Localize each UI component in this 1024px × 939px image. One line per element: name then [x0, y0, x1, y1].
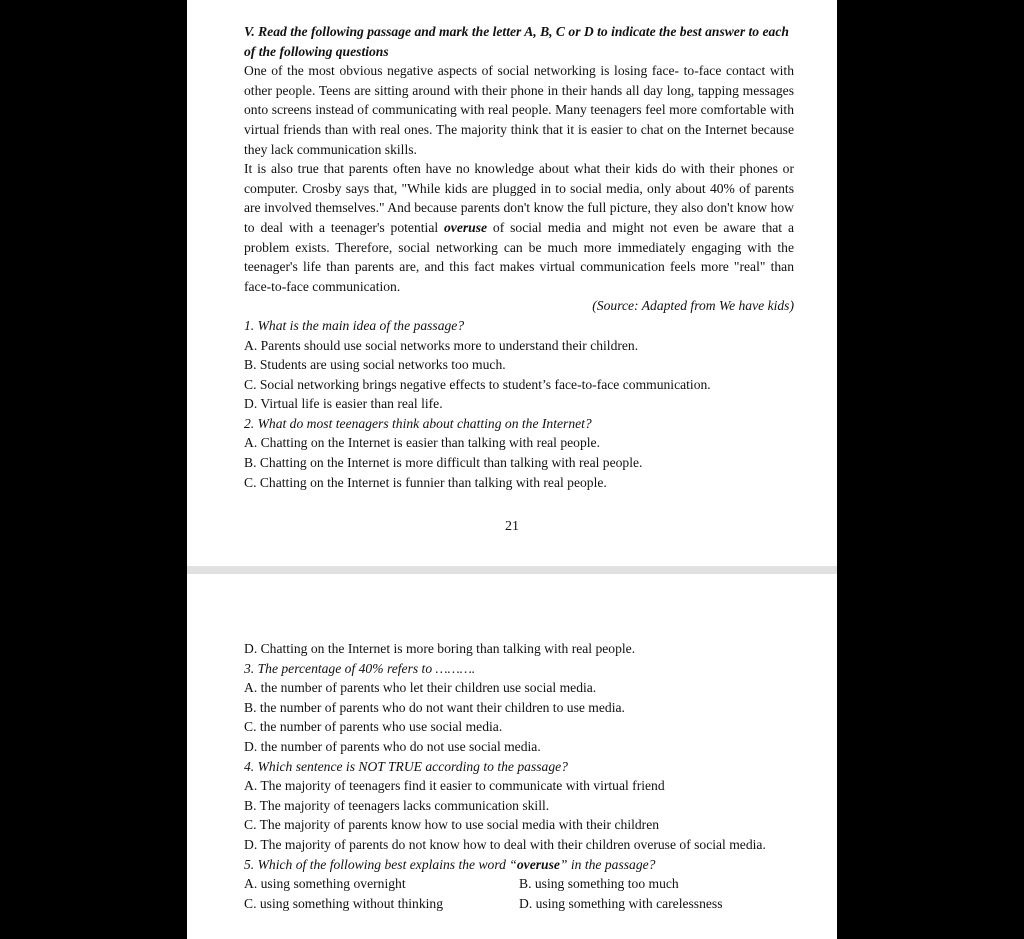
page-separator	[187, 566, 837, 574]
question-4-option-c: C. The majority of parents know how to use social media with their children	[244, 817, 660, 833]
question-2-option-d: D. Chatting on the Internet is more boring than talking with real people.	[244, 641, 636, 656]
question-1-option-d: D. Virtual life is easier than real life.	[244, 396, 443, 412]
question-5-option-a: A. using something overnight	[244, 876, 406, 892]
question-3: 3. The percentage of 40% refers to ……….	[244, 660, 476, 676]
passage-paragraph-2	[244, 159, 794, 296]
question-5-text-end: ” in the passage?	[559, 856, 656, 872]
question-3-option-c: C. the number of parents who use social media.	[244, 719, 503, 735]
passage-source: (Source: Adapted from We have kids)	[592, 298, 794, 314]
question-3-option-b: B. the number of parents who do not want their children to use media.	[244, 699, 625, 715]
question-1-option-a: A. Parents should use social networks more to understand their children.	[244, 337, 639, 353]
document-page-22	[187, 574, 837, 939]
page-number: 21	[505, 519, 519, 534]
question-5-options-row-1	[244, 874, 794, 894]
question-4-option-d: D. The majority of parents do not know how to deal with their children overuse of social media.	[244, 836, 766, 852]
question-5-option-b: B. using something too much	[519, 876, 679, 892]
question-2-option-a: A. Chatting on the Internet is easier than talking with real people.	[244, 435, 600, 451]
question-3-option-d: D. the number of parents who do not use social media.	[244, 738, 541, 754]
question-5-option-c: C. using something without thinking	[244, 895, 444, 911]
overuse-emphasis: overuse	[444, 219, 488, 235]
question-4: 4. Which sentence is NOT TRUE according to the passage?	[244, 758, 568, 774]
question-5-options-row-2	[244, 894, 794, 914]
section-heading: V. Read the following passage and mark the letter A, B, C or D to indicate the best answer to each of the following questions	[244, 24, 789, 59]
question-5	[244, 855, 794, 875]
question-2-option-b: B. Chatting on the Internet is more difficult than talking with real people.	[244, 455, 643, 471]
page-content	[244, 639, 794, 913]
question-3-option-a: A. the number of parents who let their children use social media.	[244, 680, 597, 696]
question-1-option-b: B. Students are using social networks too much.	[244, 357, 506, 373]
paragraph-2-text-start: It is also true that parents often have no knowledge about what their kids do with their phones or computer. Crosby says that, "While kids are plugged in to social media, only about 40% of parents are involved themselves." And because parents don't know the full picture, they also don't know how to deal with a teenager's potential	[244, 161, 794, 235]
page-content	[244, 22, 794, 492]
question-5-option-d: D. using something with carelessness	[519, 895, 723, 911]
document-page-21	[187, 0, 837, 566]
question-2: 2. What do most teenagers think about chatting on the Internet?	[244, 415, 592, 431]
passage-paragraph-1: One of the most obvious negative aspects of social networking is losing face- to-face contact with other people. Teens are sitting around with their phone in their hands all day long, tapping messages onto screens instead of communicating with real people. Many teenagers feel more comfortable with virtual friends than with real ones. The majority think that it is easier to chat on the Internet because they lack communication skills.	[244, 63, 794, 157]
question-5-text-start: 5. Which of the following best explains the word “	[244, 856, 517, 872]
question-4-option-b: B. The majority of teenagers lacks communication skill.	[244, 797, 550, 813]
question-4-option-a: A. The majority of teenagers find it easier to communicate with virtual friend	[244, 778, 665, 794]
question-1: 1. What is the main idea of the passage?	[244, 317, 465, 333]
question-2-option-c: C. Chatting on the Internet is funnier than talking with real people.	[244, 474, 607, 490]
paragraph-2-text-end: of social media and might not even be aware that a problem exists. Therefore, social networking can be much more immediately engaging with the teenager's life than parents are, and this fact makes virtual communication feels more "real" than face-to-face communication.	[244, 219, 794, 294]
overuse-term: overuse	[516, 856, 560, 872]
question-1-option-c: C. Social networking brings negative effects to student’s face-to-face communication.	[244, 376, 711, 392]
